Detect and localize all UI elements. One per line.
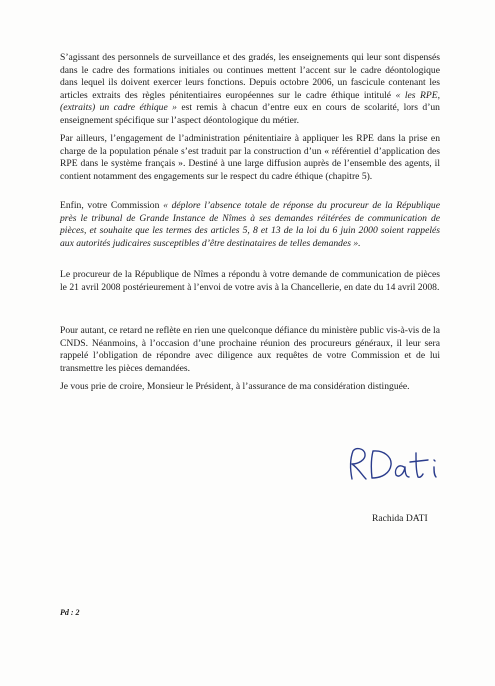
handwritten-signature [338, 445, 458, 485]
paragraph-rpe-training [60, 52, 440, 128]
signer-name: Rachida DATI [372, 513, 428, 524]
quoted-text: « déplore l’absence totale de réponse du procureur de la République près le tribunal de Grande Instance de Nîmes à ses demandes réitérées de communication de pièces, et souhaite que les termes des articles 5, 8 et 13 de la loi du 6 juin 2000 soient rappelés aux autorités judicaires susceptibles d’être destinataires de telles demandes ». [60, 200, 440, 249]
paragraph-prosecutor-reply [60, 269, 440, 294]
paragraph-reminder [60, 325, 440, 375]
paragraph-closing [60, 381, 440, 394]
paragraph-commission-quote [60, 200, 440, 250]
paragraph-text: Le procureur de la République de Nîmes a répondu à votre demande de communication de pièces le 21 avril 2008 postérieurement à l’envoi de votre avis à la Chancellerie, en date du 14 avril 2008. [60, 269, 440, 293]
paragraph-rpe-referential [60, 133, 440, 183]
paragraph-text: Je vous prie de croire, Monsieur le Président, à l’assurance de ma considération distinguée. [60, 381, 410, 392]
paragraph-text: est remis à chacun d’entre eux en cours de scolarité, lors d’un enseignement spécifique sur l’aspect déontologique du métier. [60, 102, 440, 126]
paragraph-text: Enfin, votre Commission [60, 200, 164, 211]
paragraph-text: S’agissant des personnels de surveillance et des gradés, les enseignements qui leur sont dispensés dans le cadre des formations initiales ou continues mettent l’accent sur le cadre déontologique dans lequel ils doivent exercer leurs fonctions. Depuis octobre 2006, un fascicule contenant les articles extraits des règles pénitentiaires européennes sur le cadre éthique intitulé [60, 52, 440, 101]
paragraph-text: Par ailleurs, l’engagement de l’administration pénitentiaire à appliquer les RPE dans la prise en charge de la population pénale s’est traduit par la construction d’un « référentiel d’application des RPE dans le système français ». Destiné à une large diffusion auprès de l’ensemble des agents, il contient notamment des engagements sur le respect du cadre éthique (chapitre 5). [60, 133, 440, 182]
paragraph-text: Pour autant, ce retard ne reflète en rien une quelconque défiance du ministère public vis-à-vis de la CNDS. Néanmoins, à l’occasion d’une prochaine réunion des procureurs généraux, il leur sera rappelé l’obligation de répondre avec diligence aux requêtes de votre Commission et de lui transmettre les pièces demandées. [60, 325, 440, 374]
quoted-title: « les RPE, (extraits) un cadre éthique » [60, 89, 440, 114]
page-marker: Pd : 2 [60, 608, 80, 617]
